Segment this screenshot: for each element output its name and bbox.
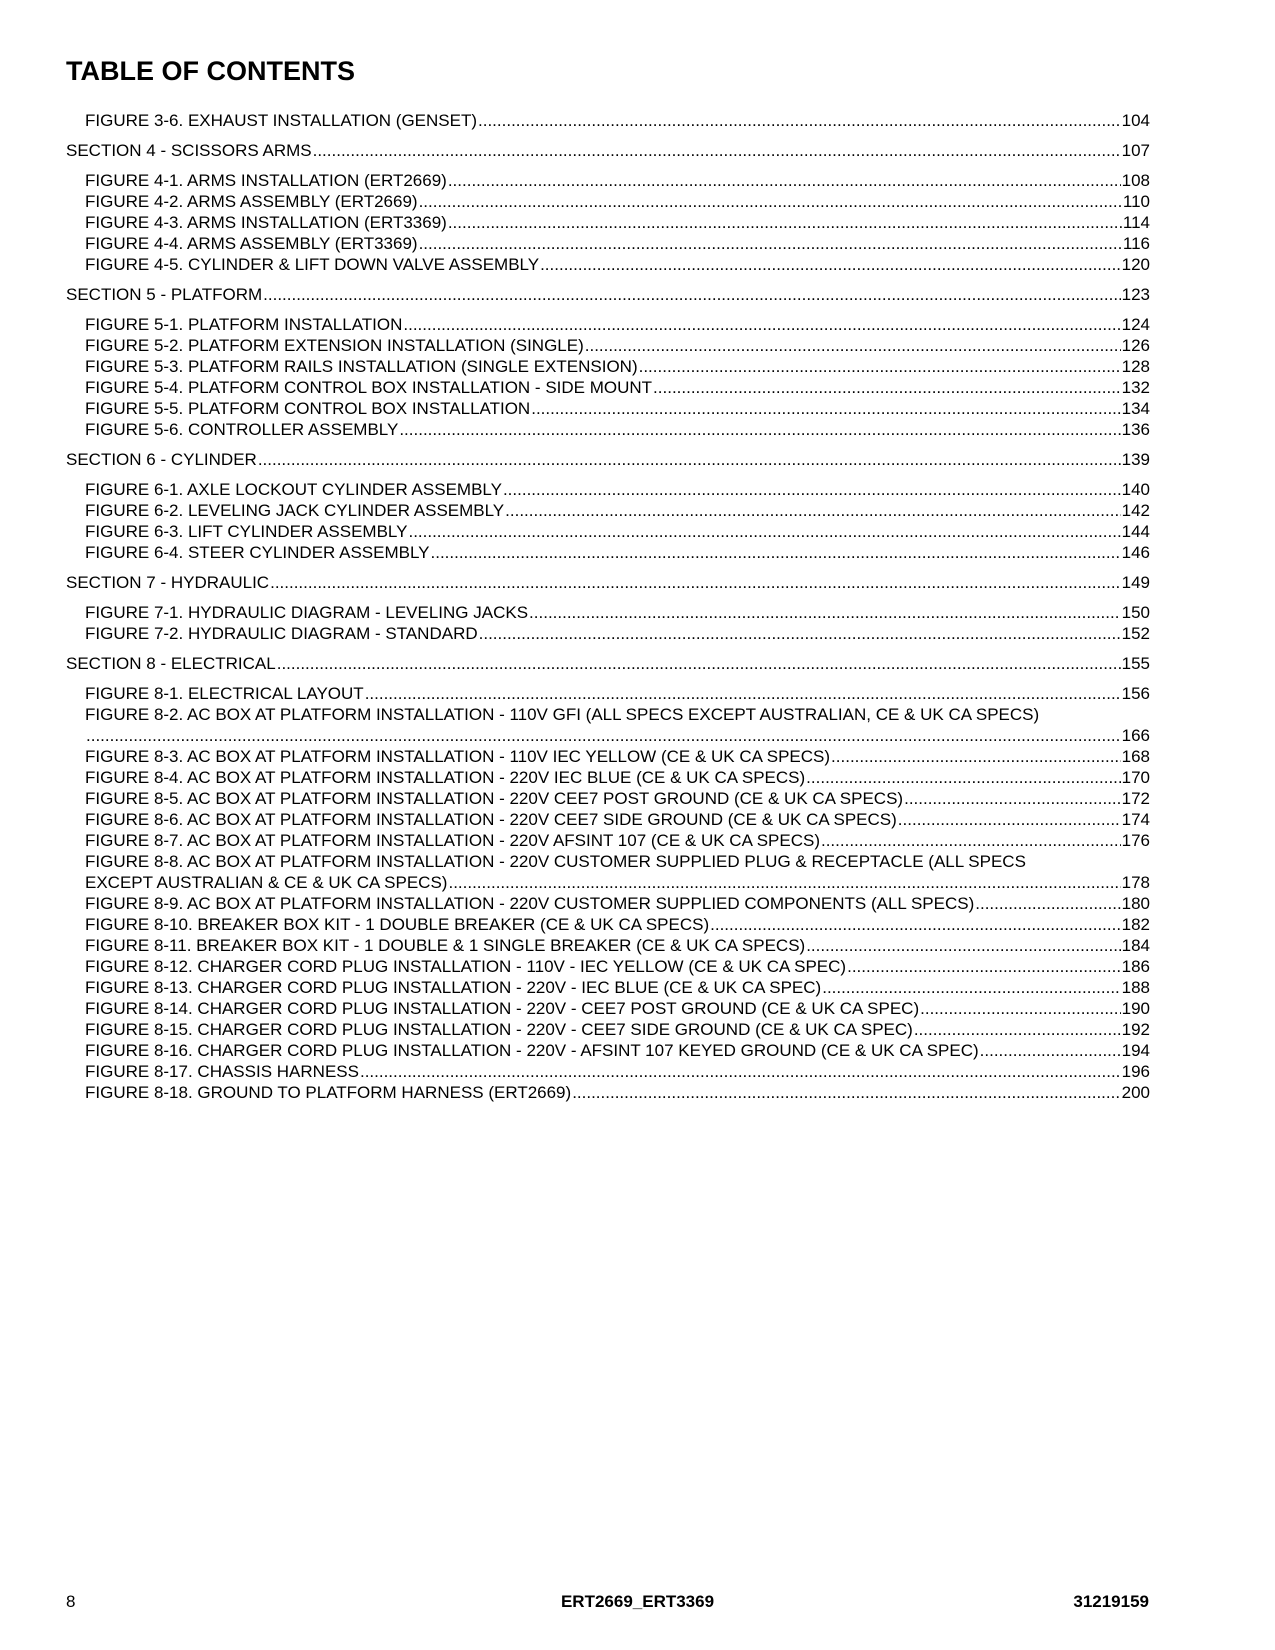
toc-section-entry[interactable] [66, 449, 1150, 470]
toc-section-entry[interactable] [66, 284, 1150, 305]
dot-leader [529, 602, 1121, 623]
toc-entry-text-continued: EXCEPT AUSTRALIAN & CE & UK CA SPECS) [85, 873, 448, 892]
dot-leader [847, 956, 1121, 977]
toc-figure-entry[interactable] [85, 398, 1150, 419]
footer-doc-number: 31219159 [1073, 1592, 1149, 1611]
toc-entry-text: FIGURE 5-1. PLATFORM INSTALLATION [85, 315, 403, 334]
dot-leader [258, 449, 1121, 470]
toc-section-entry[interactable] [66, 653, 1150, 674]
toc-page-number: 123 [1121, 285, 1150, 304]
toc-page-number: 196 [1121, 1062, 1150, 1081]
toc-entry-text: FIGURE 8-13. CHARGER CORD PLUG INSTALLATION - 220V - IEC BLUE (CE & UK CA SPEC) [85, 978, 822, 997]
toc-entry-text: FIGURE 8-18. GROUND TO PLATFORM HARNESS (ERT2669) [85, 1083, 572, 1102]
toc-entry-text: FIGURE 8-6. AC BOX AT PLATFORM INSTALLATION - 220V CEE7 SIDE GROUND (CE & UK CA SPECS) [85, 810, 897, 829]
toc-figure-entry[interactable] [85, 935, 1150, 956]
dot-leader [313, 140, 1121, 161]
toc-figure-entry[interactable] [85, 356, 1150, 377]
dot-leader [86, 725, 1121, 746]
toc-entry-text: FIGURE 5-6. CONTROLLER ASSEMBLY [85, 420, 399, 439]
toc-figure-entry[interactable] [85, 893, 1150, 914]
toc-entry-text: FIGURE 5-4. PLATFORM CONTROL BOX INSTALLATION - SIDE MOUNT [85, 378, 653, 397]
toc-entry-text: FIGURE 8-11. BREAKER BOX KIT - 1 DOUBLE & 1 SINGLE BREAKER (CE & UK CA SPECS) [85, 936, 806, 955]
dot-leader [448, 872, 1120, 893]
toc-figure-entry[interactable] [85, 623, 1150, 644]
dot-leader [831, 746, 1121, 767]
toc-page-number: 200 [1121, 1083, 1150, 1102]
toc-entry-text: FIGURE 7-1. HYDRAULIC DIAGRAM - LEVELING JACKS [85, 603, 529, 622]
toc-page-number: 194 [1121, 1041, 1150, 1060]
toc-entry-text: FIGURE 8-16. CHARGER CORD PLUG INSTALLATION - 220V - AFSINT 107 KEYED GROUND (CE & UK CA SPEC) [85, 1041, 979, 1060]
toc-page-number: 182 [1121, 915, 1150, 934]
toc-page-number: 136 [1121, 420, 1150, 439]
toc-section-entry[interactable] [66, 140, 1150, 161]
dot-leader [540, 254, 1121, 275]
dot-leader [653, 377, 1121, 398]
toc-entry-text: FIGURE 8-8. AC BOX AT PLATFORM INSTALLATION - 220V CUSTOMER SUPPLIED PLUG & RECEPTACLE (ALL SPECS [85, 852, 1026, 871]
toc-figure-entry[interactable] [85, 479, 1150, 500]
toc-entry-text: FIGURE 4-1. ARMS INSTALLATION (ERT2669) [85, 171, 447, 190]
toc-list [66, 110, 1150, 1103]
toc-page-number: 114 [1122, 213, 1150, 232]
toc-entry-text: FIGURE 8-17. CHASSIS HARNESS [85, 1062, 359, 1081]
toc-figure-entry[interactable] [85, 1019, 1150, 1040]
toc-page-number: 140 [1121, 480, 1150, 499]
toc-entry-text: FIGURE 6-1. AXLE LOCKOUT CYLINDER ASSEMBLY [85, 480, 502, 499]
dot-leader [572, 1082, 1120, 1103]
toc-figure-entry[interactable] [85, 809, 1150, 830]
toc-figure-entry[interactable] [85, 998, 1150, 1019]
toc-page-number: 116 [1122, 234, 1150, 253]
toc-entry-text: FIGURE 4-4. ARMS ASSEMBLY (ERT3369) [85, 234, 418, 253]
dot-leader [419, 233, 1122, 254]
toc-page-number: 180 [1121, 894, 1150, 913]
toc-figure-entry[interactable] [85, 314, 1150, 335]
dot-leader [806, 935, 1120, 956]
dot-leader [980, 1040, 1121, 1061]
toc-page-number: 150 [1121, 603, 1150, 622]
dot-leader [531, 398, 1120, 419]
toc-entry-text: FIGURE 6-3. LIFT CYLINDER ASSEMBLY [85, 522, 408, 541]
toc-page-number: 134 [1121, 399, 1150, 418]
dot-leader [263, 284, 1120, 305]
toc-figure-entry[interactable] [85, 830, 1150, 851]
toc-page-number: 155 [1121, 654, 1150, 673]
toc-page-number: 149 [1121, 573, 1150, 592]
toc-entry-text: FIGURE 3-6. EXHAUST INSTALLATION (GENSET) [85, 111, 478, 130]
toc-figure-entry[interactable] [85, 956, 1150, 977]
toc-entry-text: FIGURE 8-12. CHARGER CORD PLUG INSTALLATION - 110V - IEC YELLOW (CE & UK CA SPEC) [85, 957, 847, 976]
toc-page-number: 144 [1121, 522, 1150, 541]
toc-entry-text: FIGURE 6-2. LEVELING JACK CYLINDER ASSEMBLY [85, 501, 505, 520]
toc-figure-entry[interactable] [85, 746, 1150, 767]
toc-figure-entry[interactable] [85, 212, 1150, 233]
toc-page-number: 166 [1121, 726, 1150, 745]
toc-figure-entry[interactable] [85, 500, 1150, 521]
dot-leader [806, 767, 1120, 788]
footer-page-number: 8 [66, 1592, 76, 1611]
toc-entry-text: FIGURE 8-7. AC BOX AT PLATFORM INSTALLATION - 220V AFSINT 107 (CE & UK CA SPECS) [85, 831, 820, 850]
dot-leader [710, 914, 1120, 935]
dot-leader [904, 788, 1121, 809]
toc-page-number: 128 [1121, 357, 1150, 376]
toc-figure-entry[interactable] [85, 704, 1150, 746]
toc-page-number: 110 [1122, 192, 1150, 211]
dot-leader [448, 170, 1121, 191]
dot-leader [403, 314, 1120, 335]
toc-figure-entry[interactable] [85, 521, 1150, 542]
toc-entry-text: SECTION 5 - PLATFORM [66, 285, 263, 304]
dot-leader [505, 500, 1120, 521]
toc-page-number: 174 [1121, 810, 1150, 829]
toc-figure-entry[interactable] [85, 788, 1150, 809]
toc-entry-text: FIGURE 6-4. STEER CYLINDER ASSEMBLY [85, 543, 430, 562]
toc-figure-entry[interactable] [85, 1061, 1150, 1082]
toc-page-number: 186 [1121, 957, 1150, 976]
toc-figure-entry[interactable] [85, 191, 1150, 212]
toc-page-number: 120 [1121, 255, 1150, 274]
dot-leader [270, 572, 1121, 593]
toc-figure-entry[interactable] [85, 233, 1150, 254]
toc-entry-text: SECTION 7 - HYDRAULIC [66, 573, 270, 592]
toc-figure-entry[interactable] [85, 110, 1150, 131]
dot-leader [277, 653, 1121, 674]
toc-page-number: 104 [1121, 111, 1150, 130]
toc-entry-text: FIGURE 8-10. BREAKER BOX KIT - 1 DOUBLE BREAKER (CE & UK CA SPECS) [85, 915, 710, 934]
toc-figure-entry[interactable] [85, 170, 1150, 191]
toc-entry-text: FIGURE 8-9. AC BOX AT PLATFORM INSTALLATION - 220V CUSTOMER SUPPLIED COMPONENTS (ALL SPECS) [85, 894, 975, 913]
toc-figure-entry[interactable] [85, 542, 1150, 563]
toc-entry-text: SECTION 8 - ELECTRICAL [66, 654, 276, 673]
toc-figure-entry[interactable] [85, 335, 1150, 356]
toc-entry-text: FIGURE 8-5. AC BOX AT PLATFORM INSTALLATION - 220V CEE7 POST GROUND (CE & UK CA SPECS) [85, 789, 904, 808]
toc-page-number: 146 [1121, 543, 1150, 562]
toc-entry-text: SECTION 4 - SCISSORS ARMS [66, 141, 312, 160]
dot-leader [365, 683, 1121, 704]
toc-figure-entry[interactable] [85, 1082, 1150, 1103]
toc-entry-text: FIGURE 8-1. ELECTRICAL LAYOUT [85, 684, 364, 703]
toc-page-number: 126 [1121, 336, 1150, 355]
dot-leader [399, 419, 1120, 440]
toc-entry-text: SECTION 6 - CYLINDER [66, 450, 257, 469]
footer-model: ERT2669_ERT3369 [560, 1592, 715, 1611]
toc-entry-text: FIGURE 7-2. HYDRAULIC DIAGRAM - STANDARD [85, 624, 478, 643]
dot-leader [914, 1019, 1121, 1040]
toc-page-number: 184 [1121, 936, 1150, 955]
toc-entry-text: FIGURE 4-2. ARMS ASSEMBLY (ERT2669) [85, 192, 418, 211]
toc-entry-text: FIGURE 4-3. ARMS INSTALLATION (ERT3369) [85, 213, 447, 232]
dot-leader [821, 830, 1121, 851]
toc-figure-entry[interactable] [85, 254, 1150, 275]
toc-entry-text: FIGURE 5-5. PLATFORM CONTROL BOX INSTALLATION [85, 399, 531, 418]
toc-page-number: 108 [1121, 171, 1150, 190]
dot-leader [898, 809, 1121, 830]
toc-page-number: 152 [1121, 624, 1150, 643]
dot-leader [639, 356, 1121, 377]
toc-section-entry[interactable] [66, 572, 1150, 593]
toc-entry-text: FIGURE 8-14. CHARGER CORD PLUG INSTALLATION - 220V - CEE7 POST GROUND (CE & UK CA SPEC) [85, 999, 920, 1018]
toc-figure-entry[interactable] [85, 602, 1150, 623]
toc-figure-entry[interactable] [85, 977, 1150, 998]
dot-leader [822, 977, 1120, 998]
page-title: TABLE OF CONTENTS [66, 56, 355, 86]
toc-page-number: 168 [1121, 747, 1150, 766]
toc-page-number: 156 [1121, 684, 1150, 703]
toc-entry-text: FIGURE 8-2. AC BOX AT PLATFORM INSTALLATION - 110V GFI (ALL SPECS EXCEPT AUSTRALIAN, CE & UK CA SPECS) [85, 705, 1040, 724]
toc-page-number: 188 [1121, 978, 1150, 997]
dot-leader [975, 893, 1120, 914]
toc-figure-entry[interactable] [85, 377, 1150, 398]
toc-figure-entry[interactable] [85, 767, 1150, 788]
toc-page-number: 172 [1121, 789, 1150, 808]
dot-leader [408, 521, 1120, 542]
toc-entry-text: FIGURE 8-3. AC BOX AT PLATFORM INSTALLATION - 110V IEC YELLOW (CE & UK CA SPECS) [85, 747, 831, 766]
toc-page-number: 139 [1121, 450, 1150, 469]
toc-figure-entry[interactable] [85, 914, 1150, 935]
toc-page-number: 132 [1121, 378, 1150, 397]
toc-entry-text: FIGURE 8-4. AC BOX AT PLATFORM INSTALLATION - 220V IEC BLUE (CE & UK CA SPECS) [85, 768, 806, 787]
toc-page-number: 176 [1121, 831, 1150, 850]
toc-page-number: 170 [1121, 768, 1150, 787]
toc-page-number: 124 [1121, 315, 1150, 334]
dot-leader [920, 998, 1121, 1019]
toc-entry-text: FIGURE 5-2. PLATFORM EXTENSION INSTALLATION (SINGLE) [85, 336, 584, 355]
dot-leader [448, 212, 1122, 233]
dot-leader [478, 110, 1121, 131]
toc-page-number: 107 [1121, 141, 1150, 160]
toc-page-number: 178 [1121, 873, 1150, 892]
toc-page-number: 192 [1121, 1020, 1150, 1039]
toc-entry-text: FIGURE 8-15. CHARGER CORD PLUG INSTALLATION - 220V - CEE7 SIDE GROUND (CE & UK CA SPEC) [85, 1020, 913, 1039]
dot-leader [360, 1061, 1121, 1082]
toc-figure-entry[interactable] [85, 851, 1150, 893]
dot-leader [479, 623, 1121, 644]
toc-figure-entry[interactable] [85, 1040, 1150, 1061]
toc-page-number: 190 [1121, 999, 1150, 1018]
toc-figure-entry[interactable] [85, 419, 1150, 440]
dot-leader [419, 191, 1122, 212]
toc-figure-entry[interactable] [85, 683, 1150, 704]
dot-leader [585, 335, 1121, 356]
dot-leader [431, 542, 1121, 563]
dot-leader [503, 479, 1121, 500]
toc-entry-text: FIGURE 4-5. CYLINDER & LIFT DOWN VALVE ASSEMBLY [85, 255, 540, 274]
toc-page-number: 142 [1121, 501, 1150, 520]
toc-entry-text: FIGURE 5-3. PLATFORM RAILS INSTALLATION (SINGLE EXTENSION) [85, 357, 638, 376]
